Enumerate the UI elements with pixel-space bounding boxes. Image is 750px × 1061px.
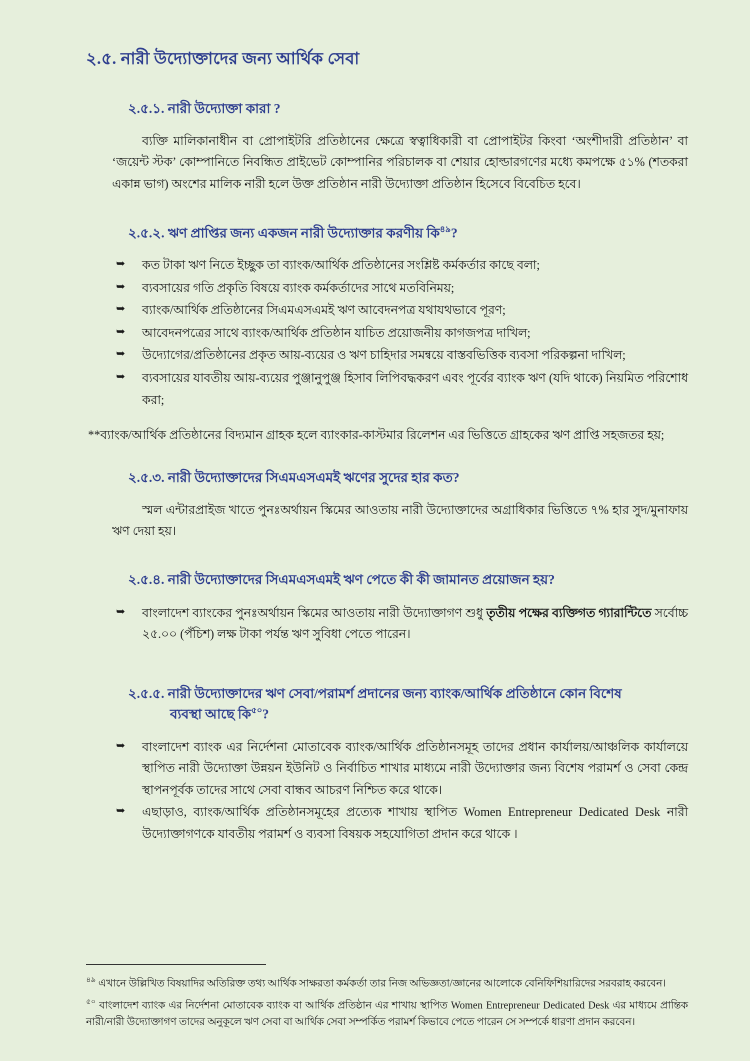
section-2-5-2-heading-tail: ? (450, 225, 458, 241)
footnote-50 (86, 996, 688, 1032)
list-item-text: কত টাকা ঋণ নিতে ইচ্ছুক তা ব্যাংক/আর্থিক প্রতিষ্ঠানের সংশ্লিষ্ট কর্মকর্তার কাছে বলা; (142, 258, 540, 273)
list-item-text: ব্যবসায়ের গতি প্রকৃতি বিষয়ে ব্যাংক কর্মকর্তাদের সাথে মতবিনিময়; (142, 280, 455, 295)
list-item (112, 737, 688, 802)
section-2-5-5-heading-line2-wrap (128, 704, 688, 725)
arrow-bullet-icon: ➥ (116, 739, 126, 752)
footnote-50-pre: বাংলাদেশ ব্যাংক এর নির্দেশনা মোতাবেক ব্যাংক বা আর্থিক প্রতিষ্ঠান এর শাখায় স্থাপিত (95, 1000, 451, 1012)
section-heading-2-5-3: ২.৫.৩. নারী উদ্যোক্তাদের সিএমএসএমই ঋণের সুদের হার কত? (128, 469, 460, 485)
section-heading-2-5-1: ২.৫.১. নারী উদ্যোক্তা কারা ? (128, 101, 281, 116)
footnote-marker-50: ৫০ (86, 997, 96, 1007)
list-item (112, 278, 688, 300)
section-2-5-5-heading-line1: ২.৫.৫. নারী উদ্যোক্তাদের ঋণ সেবা/পরামর্শ প্রদানের জন্য ব্যাংক/আর্থিক প্রতিষ্ঠানে কোন বিশেষ (128, 685, 622, 701)
list-item (112, 802, 688, 845)
arrow-bullet-icon: ➥ (116, 605, 126, 618)
list-item-text-post: নারী উদ্যোক্তাগণকে যাবতীয় পরামর্শ ও ব্যবসা বিষয়ক সহযোগিতা প্রদান করে থাকে । (142, 805, 689, 841)
footnote-marker-49: ৪৯ (86, 975, 96, 985)
list-item (112, 255, 688, 277)
list-item (112, 300, 688, 322)
arrow-bullet-icon: ➥ (116, 280, 126, 293)
arrow-bullet-icon: ➥ (116, 348, 126, 361)
arrow-bullet-icon: ➥ (116, 371, 126, 383)
arrow-bullet-icon: ➥ (116, 325, 126, 338)
list-item-text: উদ্যোগের/প্রতিষ্ঠানের প্রকৃত আয়-ব্যয়ের ও ঋণ চাহিদার সমন্বয়ে বাস্তবভিত্তিক ব্যবসা পরিকল্পনা দাখিল; (142, 348, 626, 363)
section-2-5-4-bullet-list (86, 603, 688, 646)
section-2-5-2-bullet-list (86, 255, 688, 411)
page-title: ২.৫. নারী উদ্যোক্তাদের জন্য আর্থিক সেবা (86, 49, 360, 68)
arrow-bullet-icon: ➥ (116, 805, 126, 818)
list-item-text: ব্যবসায়ের যাবতীয় আয়-ব্যয়ের পুঞ্জানুপুঞ্জ হিসাব লিপিবদ্ধকরণ এবং পূর্বের ব্যাংক ঋণ (যদি থাকে) নিয়মিত পরিশোধ করা; (142, 371, 688, 407)
list-item-text-pre: বাংলাদেশ ব্যাংকের পুনঃঅর্থায়ন স্কিমের আওতায় নারী উদ্যোক্তাগণ শুধু (142, 605, 487, 620)
arrow-bullet-icon: ➥ (116, 258, 126, 271)
list-item-text-pre: এছাড়াও, ব্যাংক/আর্থিক প্রতিষ্ঠানসমূহের প্রত্যেক শাখায় স্থাপিত (142, 805, 464, 820)
footnote-area (86, 964, 688, 1035)
section-2-5-1-paragraph: ব্যক্তি মালিকানাধীন বা প্রোপাইটরি প্রতিষ্ঠানের ক্ষেত্রে স্বত্বাধিকারী বা প্রোপাইটর কিংবা ‘অংশীদারী প্রতিষ্ঠান’ বা ‘জয়েন্ট স্টক’ কোম্পানিতে নিবন্ধিত প্রাইভেট কোম্পানির পরিচালক বা শেয়ার হোল্ডারগণের মধ্যে কমপক্ষে ৫১% (শতকরা একান্ন ভাগ) অংশের মালিক নারী হলে উক্ত প্রতিষ্ঠান নারী উদ্যোক্তা প্রতিষ্ঠান হিসেবে বিবেচিত হবে। (112, 134, 688, 191)
list-item-text-post: সর্বোচ্চ ২৫.০০ (পঁচিশ) লক্ষ টাকা পর্যন্ত ঋণ সুবিধা পেতে পারেন। (142, 605, 688, 642)
footnote-49 (86, 974, 688, 993)
section-2-5-5-bullet-list (86, 737, 688, 846)
list-item-text: বাংলাদেশ ব্যাংক এর নির্দেশনা মোতাবেক ব্যাংক/আর্থিক প্রতিষ্ঠানসমূহ তাদের প্রধান কার্যালয়/আঞ্চলিক কার্যালয়ে স্থাপিত নারী উদ্যোক্তা উন্নয়ন ইউনিট ও নির্বাচিত শাখার মাধ্যমে নারী উদ্যোক্তার জন্য বিশেষ পরামর্শ ও সেবা কেন্দ্র স্থাপনপূর্বক তাদের সাথে সেবা বান্ধব আচরণ নিশ্চিত করে থাকে। (142, 739, 688, 797)
list-item (112, 323, 688, 345)
list-item-text-latin: Women Entrepreneur Dedicated Desk (463, 805, 661, 820)
arrow-bullet-icon: ➥ (116, 303, 126, 316)
footnote-50-post: এর মাধ্যমে প্রান্তিক নারী/নারী উদ্যোক্তাগণ তাদের অনুকূলে ঋণ সেবা বা আর্থিক সেবা সম্পর্কিত পরামর্শ কিভাবে পেতে পারেন সে সম্পর্কে ধারণা প্রদান করবেন। (86, 1000, 688, 1029)
footnote-ref-49: ৪৯ (439, 223, 451, 234)
list-item (112, 345, 688, 367)
section-heading-2-5-4: ২.৫.৪. নারী উদ্যোক্তাদের সিএমএসএমই ঋণ পেতে কী কী জামানত প্রয়োজন হয়? (128, 572, 555, 588)
section-2-5-5-heading-line2: ব্যবস্থা আছে কি (170, 706, 252, 722)
section-2-5-2-note: **ব্যাংক/আর্থিক প্রতিষ্ঠানের বিদ্যমান গ্রাহক হলে ব্যাংকার-কাস্টমার রিলেশন এর ভিত্তিতে গ্রাহকের ঋণ প্রাপ্তি সহজতর হয়; (88, 428, 665, 443)
footnote-separator (86, 964, 266, 965)
footnote-50-latin: Women Entrepreneur Dedicated Desk (450, 1000, 610, 1012)
section-2-5-5-heading-tail: ? (262, 706, 269, 722)
footnote-49-text: এখানে উল্লিখিত বিষয়াদির অতিরিক্ত তথ্য আর্থিক সাক্ষরতা কর্মকর্তা তার নিজ অভিজ্ঞতা/জ্ঞানের আলোকে বেনিফিশিয়ারিদের সরবরাহ করবেন। (95, 978, 666, 990)
list-item (112, 368, 688, 411)
list-item-text: আবেদনপত্রের সাথে ব্যাংক/আর্থিক প্রতিষ্ঠান যাচিত প্রয়োজনীয় কাগজপত্র দাখিল; (142, 325, 531, 340)
section-heading-2-5-5 (86, 684, 688, 725)
list-item-text: ব্যাংক/আর্থিক প্রতিষ্ঠানের সিএমএসএমই ঋণ আবেদনপত্র যথাযথভাবে পূরণ; (142, 303, 506, 318)
list-item (112, 603, 688, 646)
section-2-5-3-paragraph: স্মল এন্টারপ্রাইজ খাতে পুনঃঅর্থায়ন স্কিমের আওতায় নারী উদ্যোক্তাদের অগ্রাধিকার ভিত্তিতে ৭% হার সুদ/মুনাফায় ঋণ দেয়া হয়। (112, 503, 688, 539)
section-heading-2-5-2 (86, 223, 688, 244)
section-2-5-2-heading-text: ২.৫.২. ঋণ প্রাপ্তির জন্য একজন নারী উদ্যোক্তার করণীয় কি (128, 225, 440, 241)
footnote-ref-50: ৫০ (251, 704, 263, 715)
list-item-text-emphasis: তৃতীয় পক্ষের ব্যক্তিগত গ্যারান্টিতে (486, 605, 652, 620)
